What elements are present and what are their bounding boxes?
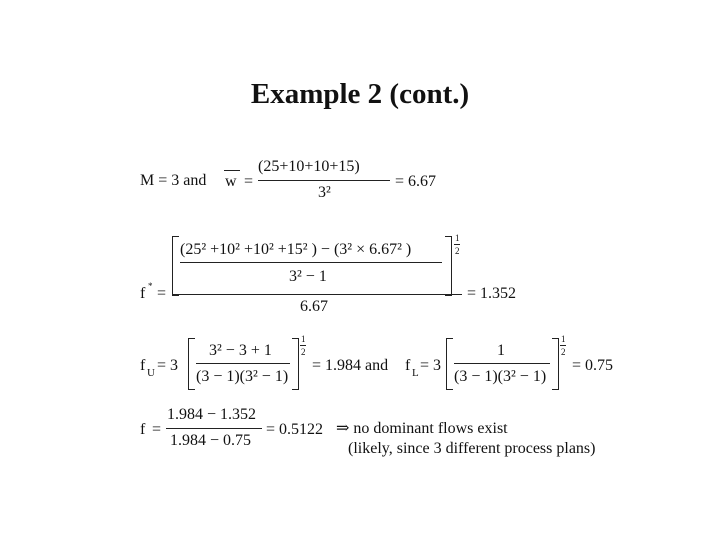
f-star-bottom: 6.67 [300,298,328,315]
w-symbol: w [225,173,237,190]
f-star-right-bracket [445,236,452,296]
f-u-subscript: U [147,367,155,379]
f-numerator: 1.984 − 1.352 [167,406,257,423]
f-star-power-bar [454,244,460,245]
f-l-denominator: (3 − 1)(3² − 1) [454,368,547,385]
f-star-power-numerator: 1 [455,233,460,243]
f-l-symbol: f [405,357,411,374]
conclusion-text: ⇒ no dominant flows exist [336,420,508,437]
f-star-inner-numerator: (25² +10² +10² +15² ) − (3² × 6.67² ) [180,241,412,258]
f-symbol: f [140,421,146,438]
f-l-numerator: 1 [497,342,505,359]
conclusion-note: (likely, since 3 different process plans) [348,440,596,457]
f-u-right-bracket [292,338,299,390]
f-l-power-bar [560,345,566,346]
f-star-main-fraction-bar [172,294,462,295]
w-denominator: 3² [318,184,331,201]
f-star-equals: = [157,285,167,302]
f-result: = 0.5122 [266,421,324,438]
f-fraction-bar [166,428,262,429]
slide-title: Example 2 (cont.) [250,78,470,110]
f-l-coefficient: = 3 [420,357,442,374]
f-star-symbol: f [140,285,146,302]
f-u-power-bar [300,345,306,346]
f-star-superscript: * [148,281,153,291]
f-u-power-numerator: 1 [301,334,306,344]
f-l-left-bracket [446,338,453,390]
f-l-right-bracket [552,338,559,390]
f-star-result: = 1.352 [467,285,517,302]
w-equals: = [244,173,254,190]
w-result: = 6.67 [395,173,437,190]
f-u-symbol: f [140,357,146,374]
m-equals-three: M = 3 and [140,172,207,189]
w-overbar [224,170,240,171]
f-u-power-denominator: 2 [301,347,306,357]
f-equals: = [152,421,162,438]
f-l-power-numerator: 1 [561,334,566,344]
f-star-inner-fraction-bar [180,262,442,263]
w-fraction-bar [258,180,390,181]
f-l-subscript: L [412,367,419,379]
f-star-power-denominator: 2 [455,246,460,256]
f-u-left-bracket [188,338,195,390]
w-numerator: (25+10+10+15) [258,158,360,175]
f-l-result: = 0.75 [572,357,614,374]
f-l-power-denominator: 2 [561,347,566,357]
f-star-left-bracket [172,236,179,296]
f-l-fraction-bar [454,363,550,364]
f-star-inner-denominator: 3² − 1 [289,268,327,285]
f-denominator: 1.984 − 0.75 [170,432,252,449]
f-u-numerator: 3² − 3 + 1 [209,342,272,359]
f-u-coefficient: = 3 [157,357,179,374]
f-u-result-and: = 1.984 and [312,357,389,374]
f-u-denominator: (3 − 1)(3² − 1) [196,368,289,385]
f-u-fraction-bar [196,363,290,364]
